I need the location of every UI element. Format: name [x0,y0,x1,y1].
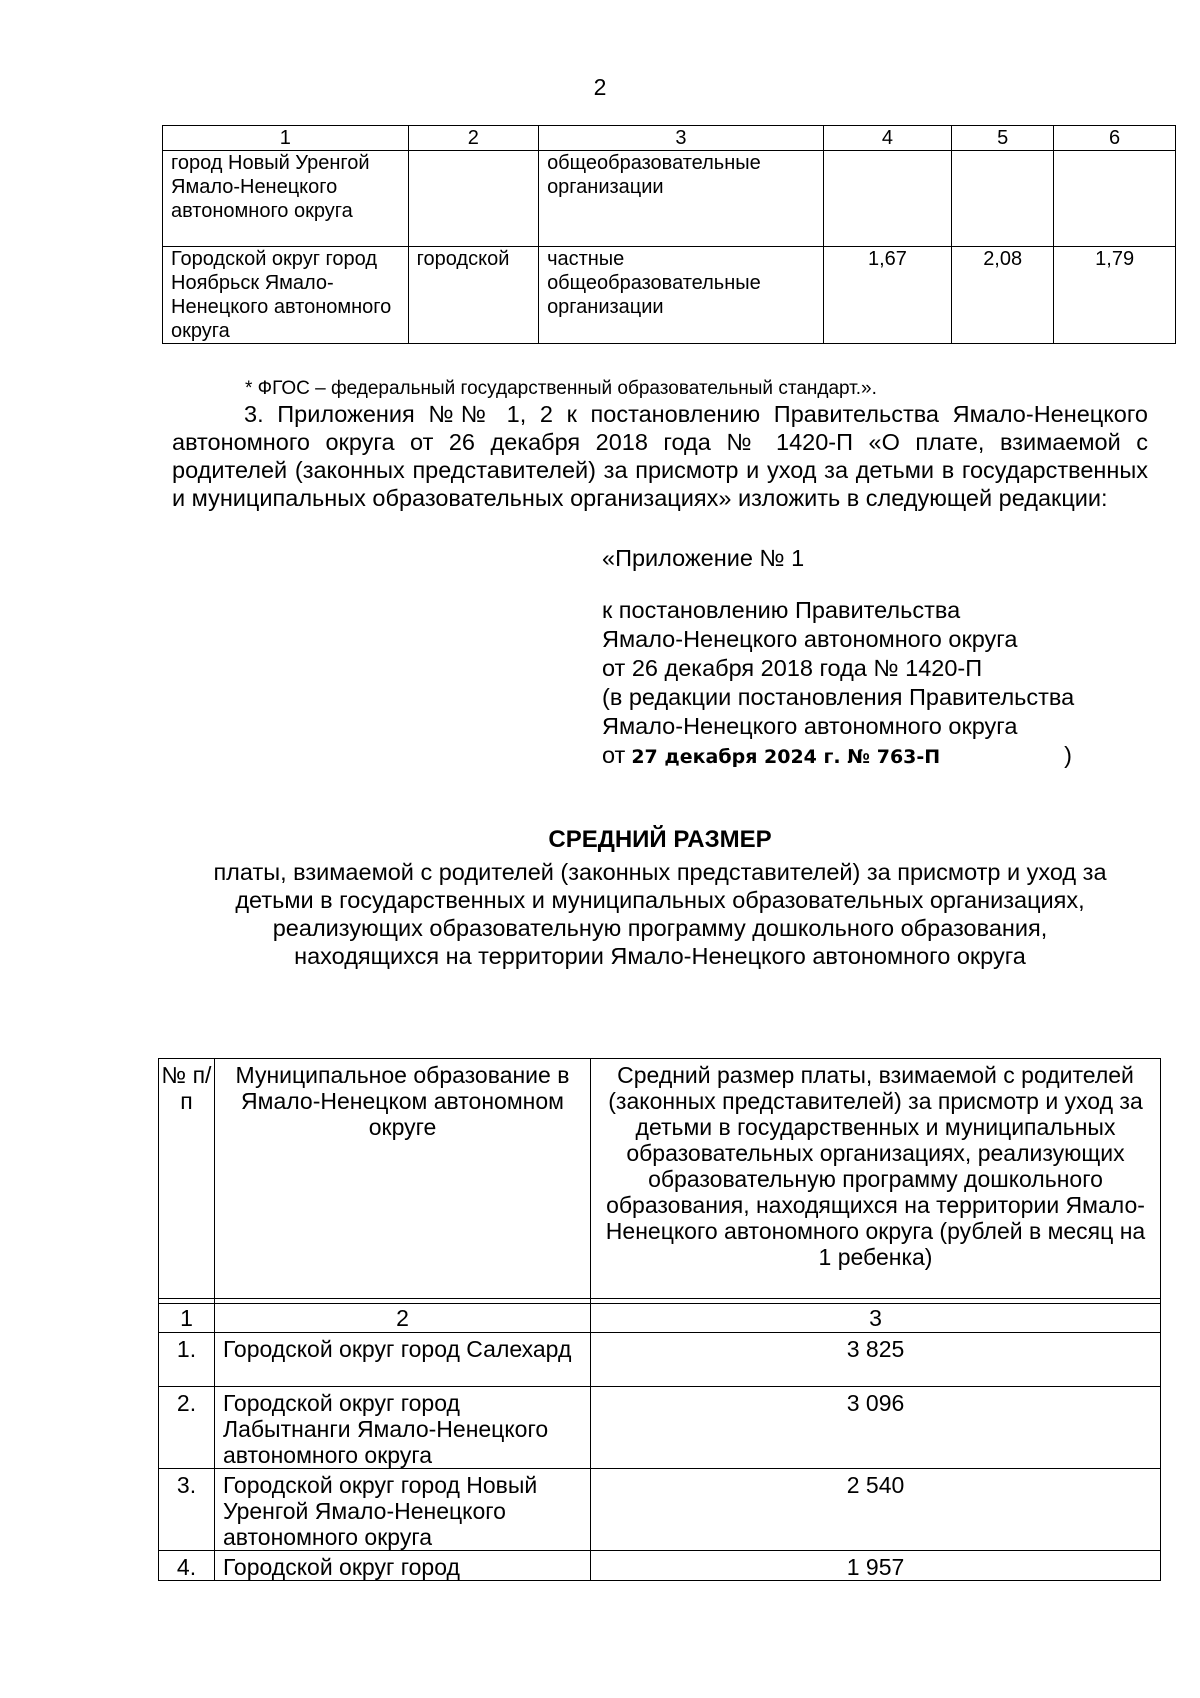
continuation-table [162,125,1176,344]
municipality-cell: Городской округ город Лабытнанги Ямало-Ненецкого автономного округа [215,1387,591,1469]
amendment-paragraph [172,400,1148,512]
org-cell: частные общеобразовательные организации [539,247,824,344]
resolution-reference [602,741,1072,772]
header-cell: 3 [539,126,824,151]
municipality-cell: Городской округ город [215,1551,591,1581]
sig-prefix: от [602,742,626,768]
fee-value: 3 825 [591,1333,1161,1387]
header-number: № п/п [159,1059,215,1299]
appendix-line: Ямало-Ненецкого автономного округа [602,626,1018,652]
municipality-cell: город Новый Уренгой Ямало-Ненецкого автономного округа [163,151,409,247]
paragraph-text: 3. Приложения №№ 1, 2 к постановлению Правительства Ямало-Ненецкого автономного округа от 26 декабря 2018 года № 1420-П «О плате, взимаемой с родителей (законных представителей) за присмотр и уход за детьми в государственных и муниципальных образовательных организациях» изложить в следующей редакции: [172,401,1148,511]
org-cell: общеобразовательные организации [539,151,824,247]
value-cell [1054,151,1176,247]
type-cell: городской [408,247,538,344]
table-row [159,1551,1161,1581]
row-number: 3. [159,1469,215,1551]
value-cell: 1,67 [823,247,951,344]
row-number: 1. [159,1333,215,1387]
document-title: СРЕДНИЙ РАЗМЕР [548,826,772,853]
table-header-row [159,1059,1161,1299]
table-row [159,1333,1161,1387]
appendix-line: к постановлению Правительства [602,597,961,623]
type-cell [408,151,538,247]
value-cell: 1,79 [1054,247,1176,344]
value-cell [823,151,951,247]
fee-table [158,1058,1161,1581]
appendix-line: (в редакции постановления Правительства [602,684,1075,710]
table-row [163,151,1176,247]
sig-suffix: ) [1064,742,1072,768]
municipality-cell: Городской округ город Новый Уренгой Ямало-Ненецкого автономного округа [215,1469,591,1551]
header-cell: 4 [823,126,951,151]
header-cell: 2 [408,126,538,151]
table-row [159,1469,1161,1551]
appendix-line: от 26 декабря 2018 года № 1420-П [602,655,983,681]
municipality-cell: Городской округ город Ноябрьск Ямало-Ненецкого автономного округа [163,247,409,344]
footnote: * ФГОС – федеральный государственный образовательный стандарт.». [245,378,877,399]
document-subtitle: платы, взимаемой с родителей (законных представителей) за присмотр и уход за детьми в государственных и муниципальных образовательных организациях, реализующих образовательную программу дошкольного образования, находящихся на территории Ямало-Ненецкого автономного округа [213,859,1107,969]
fee-value: 1 957 [591,1551,1161,1581]
column-number-row [159,1304,1161,1333]
municipality-cell: Городской округ город Салехард [215,1333,591,1387]
table-row [163,247,1176,344]
value-cell: 2,08 [952,247,1054,344]
table-row [159,1387,1161,1469]
value-cell [952,151,1054,247]
resolution-number: 27 декабря 2024 г. № 763-П [631,746,941,768]
fee-value: 2 540 [591,1469,1161,1551]
appendix-title: «Приложение № 1 [602,545,805,571]
table-header-row [163,126,1176,151]
row-number: 4. [159,1551,215,1581]
header-municipality: Муниципальное образование в Ямало-Ненецком автономном округе [215,1059,591,1299]
appendix-line: Ямало-Ненецкого автономного округа [602,713,1018,739]
header-fee: Средний размер платы, взимаемой с родителей (законных представителей) за присмотр и уход за детьми в государственных и муниципальных образовательных организациях, реализующих образовательную программу дошкольного образования, находящихся на территории Ямало-Ненецкого автономного округа (рублей в месяц на 1 ребенка) [591,1059,1161,1299]
column-number: 2 [215,1304,591,1333]
header-cell: 1 [163,126,409,151]
header-cell: 6 [1054,126,1176,151]
column-number: 3 [591,1304,1161,1333]
column-number: 1 [159,1304,215,1333]
header-cell: 5 [952,126,1054,151]
row-number: 2. [159,1387,215,1469]
page-number: 2 [593,74,607,100]
fee-value: 3 096 [591,1387,1161,1469]
